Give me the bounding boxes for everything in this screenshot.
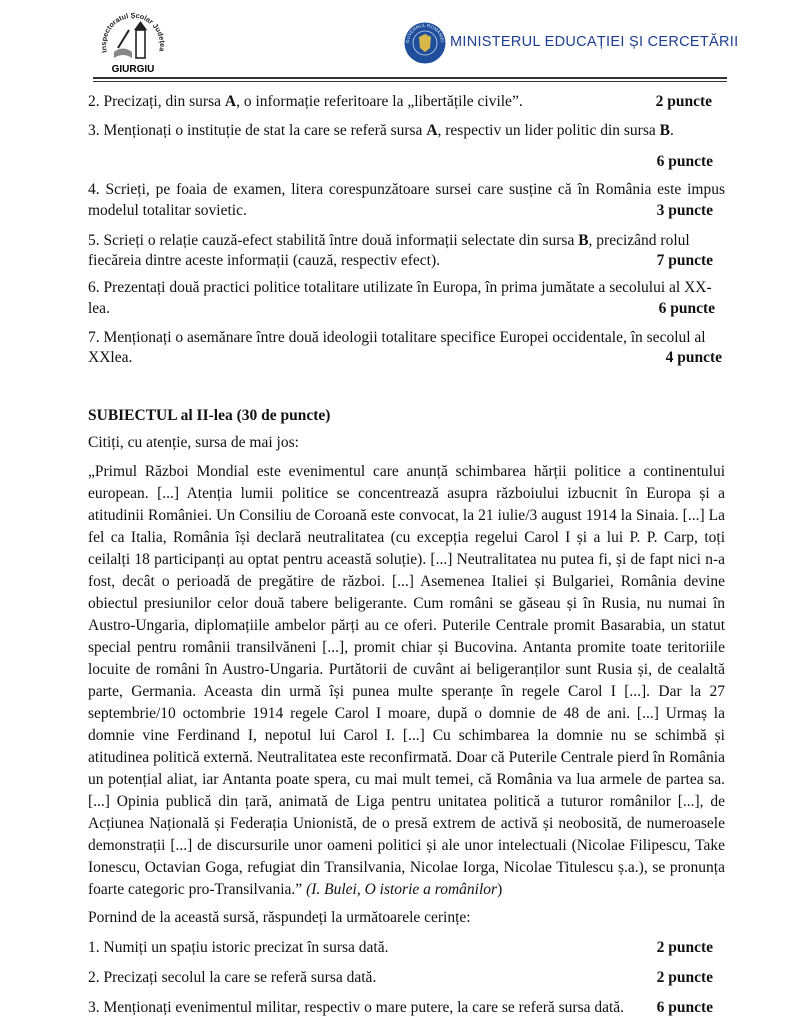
source-quote: „Primul Război Mondial este evenimentul care anunță schimbarea hărții politice a continentului european. [...] Atenția lumii politice se concentrează asupra războiului izbucnit în Europa și a atitudinii României. Un Consiliu de Coroană este convocat, la 21 iulie/3 august 1914 la Sinaia. [...] La fel ca Italia, România își declară neutralitatea (cu excepția regelui Carol I și a lui P. P. Carp, toți ceilalți 18 participanți au optat pentru această soluție). [...] Neutralitatea nu putea fi, și de fapt nici n-a fost, decât o perioadă de pregătire de război. [...] Asemenea Italiei și Bulgariei, România devine obiectul presiunilor celor două tabere beligerante. Cum români se găseau și în Rusia, nu numai în Austro-Ungaria, diplomațiile ambelor părți au ce oferi. Puterile Centrale promit Basarabia, un statut special pentru românii transilvăneni [...], promit chiar și Bucovina. Antanta promite toate teritoriile locuite de români în Austro-Ungaria. Purtătorii de cuvânt ai beligeranților sunt Rusia și, de cealaltă parte, Germania. Aceasta din urmă își punea multe speranțe în regele Carol I [...]. Dar la 27 septembrie/10 octombrie 1914 regele Carol I moare, după o domnie de 48 de ani. [...] Urmaș la domnie vine Ferdinand I, nepotul lui Carol I. [...] Cu schimbarea la domnie nu se schimbă și atitudinea politică externă. Neutralitatea este reconfirmată. Doar că Puterile Centrale pierd în România un potențial aliat, iar Antanta poate spera, cu mai mult temei, că România va lua armele de partea sa. [...] Opinia publică din țară, animată de Liga pentru unitatea politică a tuturor românilor [...], de Acțiunea Națională și Federația Unionistă, de o presă extrem de activă și neobosită, de numeroasele demonstrații [...] de discursurile unor oameni politici și ale unor intelectuali (Nicolae Filipescu, Take Ionescu, Octavian Goga, refugiat din Transilvania, Nicolae Iorga, Nicolae Titulescu ș.a.), se pronunța foarte categoric pro-Transilvania.” [88,463,725,898]
question-text [88,230,725,251]
source-label: A [224,93,237,110]
question-text: 1. Numiți un spațiu istoric precizat în sursa dată. [88,939,389,956]
question-text-part: 3. Menționați o instituție de stat la care se referă sursa [88,122,427,139]
question-7-line1 [88,327,725,348]
points: 6 puncte [658,300,715,317]
points: 3 puncte [656,202,713,219]
question-5-line1 [88,230,725,251]
question-text-part: , respectiv un lider politic din sursa [437,122,660,139]
section-title: SUBIECTUL al II-lea (30 de puncte) [88,407,331,424]
header-divider-thin [93,81,727,82]
question-6-line1 [88,277,725,298]
question-s2-2 [88,967,725,988]
source-label: B [578,232,589,249]
subject-2-section [88,405,725,1018]
inspectorate-arc-text: Inspectoratul Școlar Județea [98,10,168,54]
points: 4 puncte [665,349,722,366]
question-text-part: 2. Precizați, din sursa [88,93,225,110]
question-2 [88,91,725,112]
points: 6 puncte [656,999,713,1016]
question-text-part: 5. Scrieți o relație cauză-efect stabilită între două informații selectate din sursa [88,232,579,249]
question-5-line2 [88,250,725,271]
source-text [88,461,725,901]
government-seal-icon [404,22,446,64]
question-text-part: , o informație referitoare la „libertățile civile”. [236,93,523,110]
svg-text:Inspectoratul Școlar Județean [98,6,167,54]
question-text: lea. [88,300,110,317]
question-text [88,120,725,141]
question-s2-3 [88,997,725,1018]
question-text: 6. Prezentați două practici politice totalitare utilizate în Europa, în prima jumătate a secolului al XX- [88,279,712,296]
question-text-part: . [669,122,674,139]
source-citation: (I. Bulei, O istorie a românilor [306,881,498,898]
answer-instruction: Pornind de la această sursă, răspundeți la următoarele cerințe: [88,909,471,926]
question-text: 7. Menționați o asemănare între două ideologii totalitare specifice Europei occidentale, în secolul al [88,329,706,346]
question-text [88,91,644,112]
question-3-points-row [88,151,725,172]
question-text-part: , precizând rolul [588,232,690,249]
giurgiu-inspectorate-logo [98,6,168,78]
question-text: XXlea. [88,349,133,366]
points: 6 puncte [656,153,713,170]
read-instruction: Citiți, cu atenție, sursa de mai jos: [88,434,299,451]
question-text: modelul totalitar sovietic. [88,202,247,219]
seal-arc-text: GUVERNUL ROMÂNIEI [404,22,445,44]
points: 2 puncte [655,93,712,110]
question-s2-1 [88,937,725,958]
question-text: fiecăreia dintre aceste informații (cauză, respectiv efect). [88,252,440,269]
points: 2 puncte [656,969,713,986]
ministry-name: MINISTERUL EDUCAȚIEI ȘI CERCETĂRII [450,34,739,50]
question-3 [88,120,725,141]
points: 7 puncte [656,252,713,269]
giurgiu-label: GIURGIU [111,64,155,75]
source-label: B [659,122,670,139]
question-4-line1 [88,179,725,200]
question-4-line2 [88,200,725,221]
question-7-line2 [88,347,725,368]
question-6-line2 [88,298,725,319]
header-divider [93,77,727,79]
source-label: A [426,122,438,139]
question-text: 2. Precizați secolul la care se referă sursa dată. [88,969,377,986]
points: 2 puncte [656,939,713,956]
question-text: 3. Menționați evenimentul militar, respectiv o mare putere, la care se referă sursa dată. [88,999,625,1016]
question-text: 4. Scrieți, pe foaia de examen, litera corespunzătoare sursei care susține că în România este impus [88,181,725,198]
citation-close: ) [497,881,503,898]
